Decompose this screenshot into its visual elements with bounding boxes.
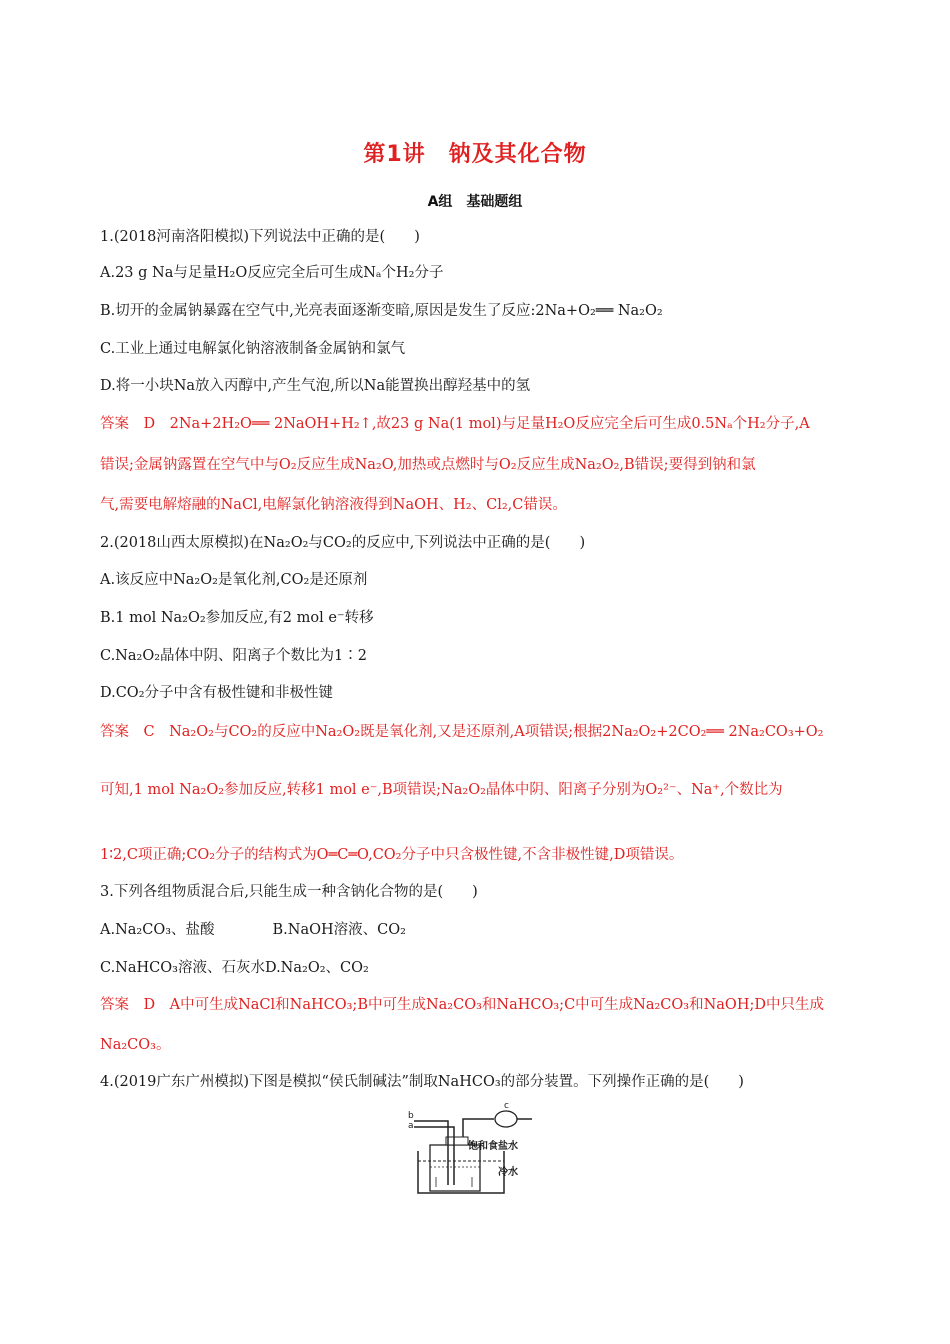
question-3-options-cd: C.NaHCO₃溶液、石灰水D.Na₂O₂、CO₂ xyxy=(100,960,369,976)
apparatus-diagram xyxy=(408,1107,548,1197)
answer-1-line-2: 错误;金属钠露置在空气中与O₂反应生成Na₂O,加热或点燃时与O₂反应生成Na₂O₂,B错误;要得到钠和氯 xyxy=(100,457,756,473)
page-title: 第1讲 钠及其化合物 xyxy=(363,142,587,167)
label-cold-water: 冷水 xyxy=(498,1167,518,1178)
label-b: b xyxy=(408,1111,414,1121)
label-c: c xyxy=(504,1101,509,1111)
question-2-option-a: A.该反应中Na₂O₂是氧化剂,CO₂是还原剂 xyxy=(100,572,368,588)
question-1-option-b: B.切开的金属钠暴露在空气中,光亮表面逐渐变暗,原因是发生了反应:2Na+O₂══ Na₂O₂ xyxy=(100,303,663,319)
question-2-option-c: C.Na₂O₂晶体中阴、阳离子个数比为1∶2 xyxy=(100,648,367,664)
question-2-option-b: B.1 mol Na₂O₂参加反应,有2 mol e⁻转移 xyxy=(100,610,374,626)
answer-2-line-2: 可知,1 mol Na₂O₂参加反应,转移1 mol e⁻,B项错误;Na₂O₂晶体中阴、阳离子分别为O₂²⁻、Na⁺,个数比为 xyxy=(100,782,783,798)
question-1-option-d: D.将一小块Na放入丙醇中,产生气泡,所以Na能置换出醇羟基中的氢 xyxy=(100,378,531,394)
answer-1-line-3: 气,需要电解熔融的NaCl,电解氯化钠溶液得到NaOH、H₂、Cl₂,C错误。 xyxy=(100,497,567,513)
answer-3-line-1: 答案 D A中可生成NaCl和NaHCO₃;B中可生成Na₂CO₃和NaHCO₃;C中可生成Na₂CO₃和NaOH;D中只生成 xyxy=(100,997,824,1013)
group-title: A组 基础题组 xyxy=(427,194,523,210)
answer-2-line-3: 1∶2,C项正确;CO₂分子的结构式为O═C═O,CO₂分子中只含极性键,不含非极性键,D项错误。 xyxy=(100,847,684,863)
question-2-stem: 2.(2018山西太原模拟)在Na₂O₂与CO₂的反应中,下列说法中正确的是( ) xyxy=(100,535,586,551)
question-2-option-d: D.CO₂分子中含有极性键和非极性键 xyxy=(100,685,334,701)
answer-3-line-2: Na₂CO₃。 xyxy=(100,1037,171,1053)
question-1-stem: 1.(2018河南洛阳模拟)下列说法中正确的是( ) xyxy=(100,229,420,245)
question-1-option-c: C.工业上通过电解氯化钠溶液制备金属钠和氯气 xyxy=(100,341,406,357)
label-brine: 饱和食盐水 xyxy=(468,1141,518,1152)
question-1-option-a: A.23 g Na与足量H₂O反应完全后可生成Nₐ个H₂分子 xyxy=(100,265,444,281)
answer-2-line-1: 答案 C Na₂O₂与CO₂的反应中Na₂O₂既是氧化剂,又是还原剂,A项错误;根据2Na₂O₂+2CO₂══ 2Na₂CO₃+O₂ xyxy=(100,724,824,740)
apparatus-figure xyxy=(408,1101,548,1201)
answer-1-line-1: 答案 D 2Na+2H₂O══ 2NaOH+H₂↑,故23 g Na(1 mol)与足量H₂O反应完全后可生成0.5Nₐ个H₂分子,A xyxy=(100,416,810,432)
question-3-stem: 3.下列各组物质混合后,只能生成一种含钠化合物的是( ) xyxy=(100,884,478,900)
question-4-stem: 4.(2019广东广州模拟)下图是模拟“侯氏制碱法”制取NaHCO₃的部分装置。下列操作正确的是( ) xyxy=(100,1074,744,1090)
question-3-options-ab: A.Na₂CO₃、盐酸 B.NaOH溶液、CO₂ xyxy=(100,922,406,938)
label-a: a xyxy=(408,1121,414,1131)
